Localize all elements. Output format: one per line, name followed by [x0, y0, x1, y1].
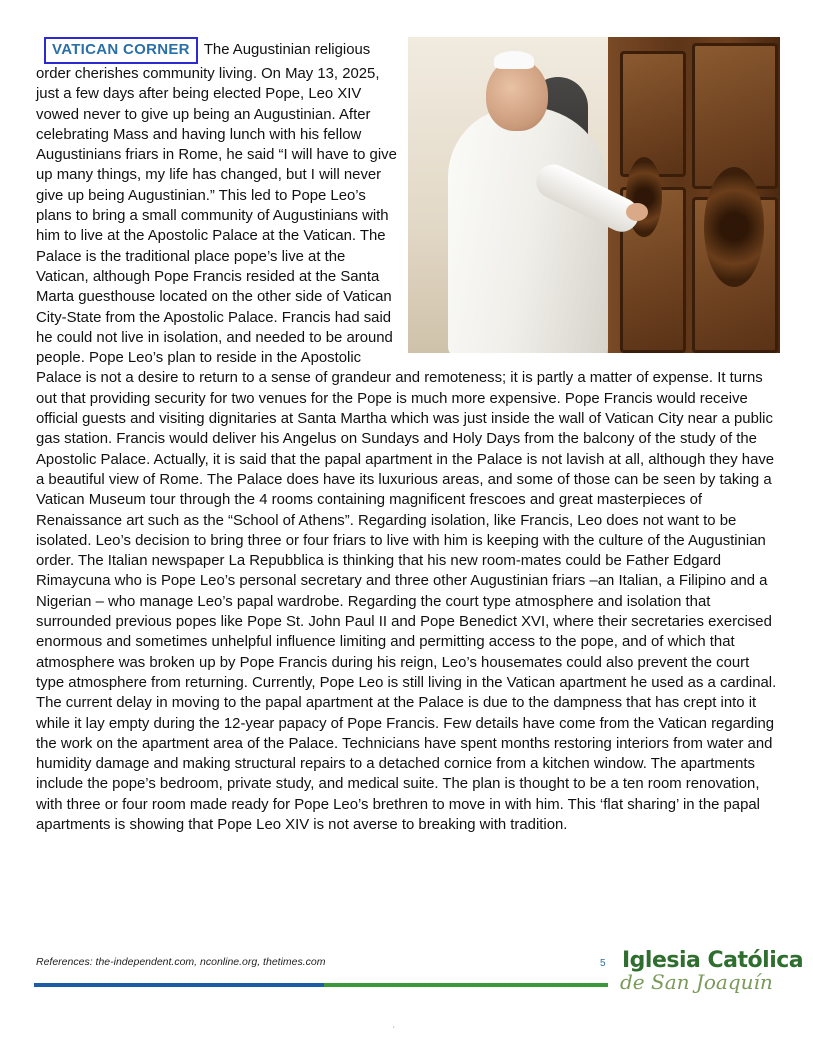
parish-logo-subtitle: de San Joaquín [620, 970, 773, 994]
parish-logo-title: Iglesia Católica [622, 948, 804, 973]
pope-at-door-photo [408, 37, 780, 353]
footer-rule-green [324, 983, 608, 987]
article-text: The Augustinian religious order cherishes community living. On May 13, 2025, just a few days after being elected Pope, Leo XIV vowed never to give up being an Augustinian. After celebrating Mass and having lunch with his fellow Augustinians friars in Rome, he said “I will have to give up many things, my life has changed, but I will never give up being Augustinian.” This led to Pope Leo’s plans to bring a small community of Augustinians with him to live at the Apostolic Palace at the Vatican. The Palace is the traditional place pope’s live at the Vatican, although Pope Francis resided at the Santa Marta guesthouse located on the other side of Vatican City-State from the Apostolic Palace. Francis had said he could not live in isolation, and needed to be around people. Pope Leo’s plan to reside in the Apostolic Palace is not a desire to return to a sense of grandeur and remoteness; it is partly a matter of expense. It turns out that providing security for two venues for the Pope is much more expensive. Pope Francis would receive official guests and visiting dignitaries at Santa Martha which was just inside the wall of Vatican City near a public gas station. Francis would deliver his Angelus on Sundays and Holy Days from the balcony of the study of the Apostolic Palace. Actually, it is said that the papal apartment in the Palace is not lavish at all, although they have a beautiful view of Rome. The Palace does have its luxurious areas, and some of those can be seen by taking a Vatican Museum tour through the 4 rooms containing magnificent frescoes and great masterpieces of Renaissance art such as the “School of Athens”. Regarding isolation, like Francis, Leo does not want to be isolated. Leo’s decision to bring three or four friars to live with him is keeping with the culture of the Augustinian order. The Italian newspaper La Repubblica is thinking that his new room-mates could be Father Edgard Rimaycuna who is Pope Leo’s personal secretary and three other Augustinian friars –an Italian, a Filipino and a Nigerian – who manage Leo’s papal wardrobe. Regarding the court type atmosphere and isolation that surrounded previous popes like Pope St. John Paul II and Pope Benedict XVI, where their secretaries exercised enormous and sometimes unhelpful influence limiting and permitting access to the pope, and of which that atmosphere was broken up by Pope Francis during his reign, Leo’s housemates could also prevent the court type atmosphere from returning. Currently, Pope Leo is still living in the Vatican apartment he used as a cardinal. The current delay in moving to the papal apartment at the Palace is due to the dampness that has crept into it while it lay empty during the 12-year papacy of Pope Francis. Few details have come from the Vatican regarding the work on the apartment area of the Palace. Technicians have spent months restoring interiors from water and humidity damage and making structural repairs to a detached cornice from a kitchen window. The apartments include the pope’s bedroom, private study, and medical suite. The plan is thought to be a ten room renovation, with three or four room made ready for Pope Leo’s brethren to move in with him. This ‘flat sharing’ in the papal apartments is showing that Pope Leo XIV is not averse to breaking with tradition. [36, 42, 777, 833]
footer-rule-blue [34, 983, 324, 987]
references: References: the-independent.com, nconline.org, thetimes.com [36, 956, 326, 968]
vatican-corner-badge: VATICAN CORNER [44, 37, 198, 64]
footer-mark: ʼ [393, 1027, 395, 1034]
page-number: 5 [600, 958, 606, 969]
article-body [36, 37, 780, 835]
